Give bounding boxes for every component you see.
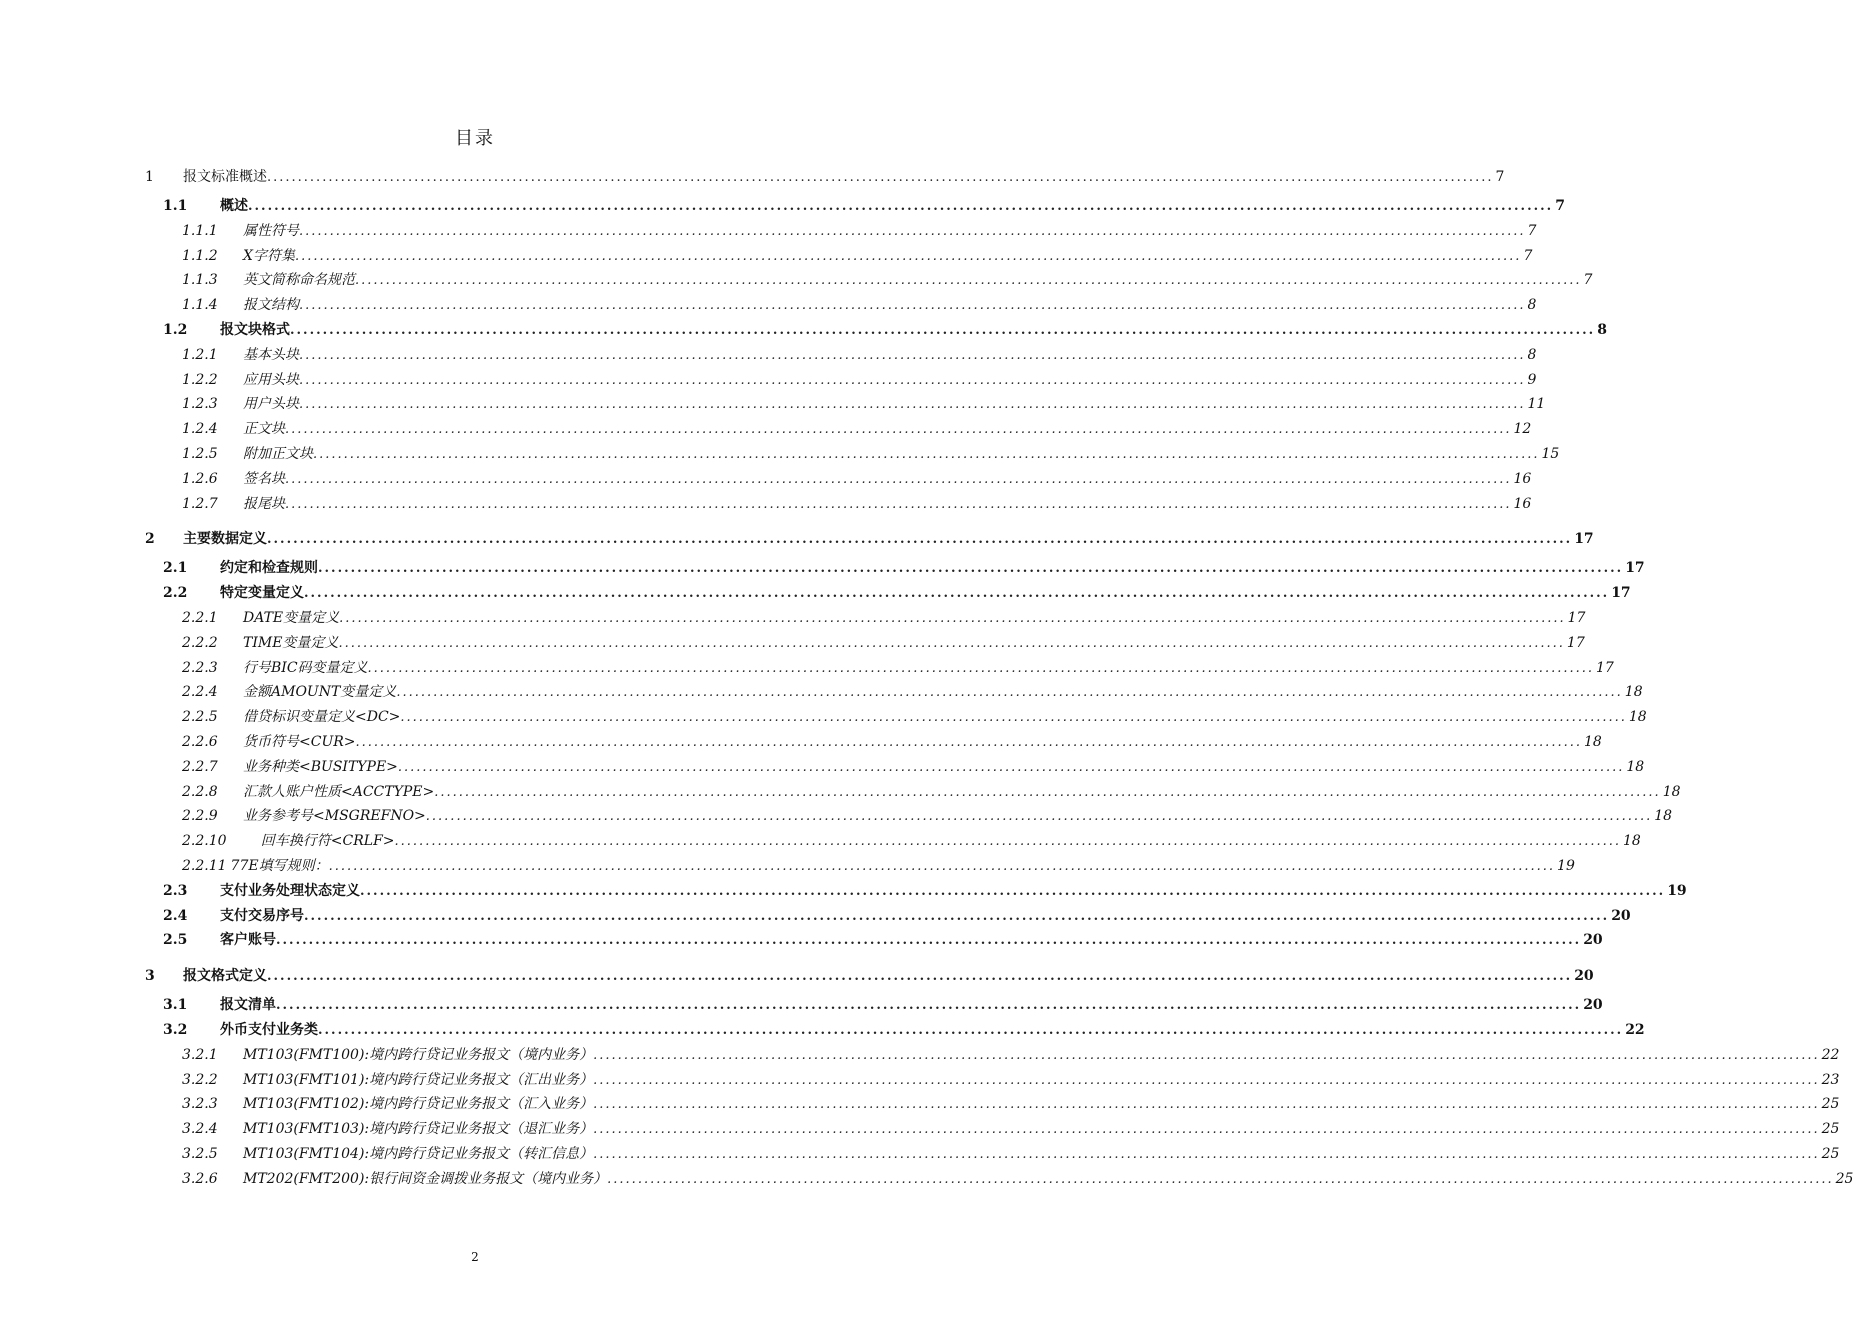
toc-entry-title: 业务种类<BUSITYPE> (243, 758, 398, 775)
toc-entry-number: 3.1 (163, 997, 188, 1014)
toc-entry-1-1-1[interactable] (145, 219, 1537, 244)
toc-entry-number: 2.2.11 (182, 857, 227, 874)
toc-entry-title: X字符集 (243, 247, 295, 264)
toc-entry-3[interactable] (145, 959, 1594, 993)
toc-entry-title: 签名块 (243, 470, 285, 487)
toc-entry-1-2-7[interactable] (145, 492, 1532, 517)
toc-entry-title: MT202(FMT200):银行间资金调拨业务报文（境内业务） (243, 1170, 608, 1187)
toc-entry-title: DATE变量定义 (243, 609, 340, 626)
toc-entry-page: 20 (1583, 997, 1603, 1014)
toc-entry-title: 特定变量定义 (220, 585, 304, 602)
toc-entry-page: 25 (1821, 1096, 1840, 1113)
toc-entry-1-2-6[interactable] (145, 467, 1532, 492)
toc-entry-number: 2.2.6 (182, 733, 218, 750)
toc-dot-leader: ........................................................................................................................................................................................................ (434, 784, 1661, 800)
toc-entry-number: 1.1.3 (182, 272, 218, 289)
toc-entry-number: 1 (145, 169, 154, 185)
toc-entry-number: 1.1.2 (182, 247, 218, 264)
toc-entry-title: 货币符号<CUR> (243, 733, 356, 750)
toc-entry-2-1[interactable] (145, 556, 1645, 581)
toc-entry-title: 报文块格式 (220, 321, 290, 338)
toc-entry-number: 1.1.4 (182, 297, 218, 314)
toc-entry-number: 1.2 (163, 321, 188, 338)
toc-entry-number: 2.2.9 (182, 808, 218, 825)
toc-entry-1-2-2[interactable] (145, 368, 1537, 393)
toc-entry-page: 25 (1821, 1121, 1840, 1138)
toc-entry-page: 16 (1513, 470, 1532, 487)
toc-entry-2-2-4[interactable] (145, 680, 1643, 705)
toc-entry-page: 8 (1597, 321, 1607, 338)
toc-entry-3-2-4[interactable] (145, 1117, 1840, 1142)
toc-entry-title: 主要数据定义 (183, 531, 267, 548)
toc-entry-page: 20 (1574, 968, 1594, 985)
toc-entry-title: 行号BIC码变量定义 (243, 659, 368, 676)
toc-entry-title: 回车换行符<CRLF> (243, 833, 395, 850)
toc-entry-page: 7 (1527, 222, 1537, 239)
toc-entry-number: 2.2.10 (182, 833, 227, 850)
toc-dot-leader: ........................................................................................................................................................................................................ (318, 561, 1624, 577)
toc-entry-1-2-1[interactable] (145, 343, 1537, 368)
toc-entry-title: 77E填写规则： (230, 857, 329, 874)
toc-entry-3-2[interactable] (145, 1018, 1645, 1043)
toc-entry-page: 25 (1835, 1170, 1853, 1187)
toc-dot-leader: ........................................................................................................................................................................................................ (248, 199, 1554, 214)
toc-entry-2-2-10[interactable] (145, 829, 1641, 854)
toc-dot-leader: ........................................................................................................................................................................................................ (267, 170, 1494, 185)
toc-entry-page: 18 (1623, 833, 1641, 850)
toc-entry-page: 18 (1654, 808, 1673, 825)
toc-entry-title: 正文块 (243, 421, 285, 438)
toc-entry-3-2-5[interactable] (145, 1142, 1840, 1167)
toc-entry-title: 基本头块 (243, 346, 299, 363)
toc-dot-leader: ........................................................................................................................................................................................................ (355, 734, 1582, 750)
toc-entry-1-2-3[interactable] (145, 392, 1546, 417)
toc-entry-number: 1.1 (163, 198, 188, 214)
toc-dot-leader: ........................................................................................................................................................................................................ (593, 1097, 1820, 1113)
toc-entry-page: 23 (1821, 1071, 1840, 1088)
toc-dot-leader: ........................................................................................................................................................................................................ (294, 248, 1522, 264)
toc-entry-title: 报尾块 (243, 495, 285, 512)
toc-entry-number: 3.2.5 (182, 1145, 218, 1162)
toc-entry-page: 20 (1611, 907, 1631, 924)
toc-dot-leader: ........................................................................................................................................................................................................ (276, 998, 1582, 1014)
toc-dot-leader: ........................................................................................................................................................................................................ (299, 372, 1526, 388)
toc-entry-title: 客户账号 (220, 932, 276, 949)
toc-dot-leader: ........................................................................................................................................................................................................ (355, 273, 1582, 289)
toc-entry-page: 17 (1625, 560, 1645, 577)
toc-dot-leader: ........................................................................................................................................................................................................ (425, 809, 1653, 825)
toc-dot-leader: ........................................................................................................................................................................................................ (394, 834, 1621, 850)
toc-entry-page: 17 (1596, 659, 1614, 676)
toc-entry-title: 汇款人账户性质<ACCTYPE> (243, 783, 435, 800)
toc-entry-page: 18 (1583, 733, 1602, 750)
toc-entry-page: 7 (1583, 272, 1593, 289)
toc-entry-number: 1.2.4 (182, 421, 218, 438)
toc-entry-page: 17 (1567, 609, 1586, 626)
table-of-contents (145, 160, 1853, 1191)
toc-dot-leader: ........................................................................................................................................................................................................ (593, 1146, 1820, 1162)
toc-entry-2-2[interactable] (145, 581, 1631, 606)
toc-entry-2-2-1[interactable] (145, 606, 1586, 631)
toc-entry-title: 外币支付业务类 (220, 1021, 318, 1038)
toc-dot-leader: ........................................................................................................................................................................................................ (338, 635, 1565, 651)
toc-entry-title: 支付业务处理状态定义 (220, 882, 360, 899)
toc-entry-page: 18 (1624, 684, 1643, 701)
toc-entry-page: 18 (1628, 709, 1647, 726)
toc-entry-number: 1.2.2 (182, 371, 218, 388)
toc-entry-title: MT103(FMT103):境内跨行贷记业务报文（退汇业务） (243, 1121, 594, 1138)
toc-entry-page: 7 (1555, 198, 1565, 214)
toc-entry-1-1-3[interactable] (145, 268, 1593, 293)
toc-entry-number: 2.2.5 (182, 709, 218, 726)
toc-entry-2[interactable] (145, 522, 1594, 556)
toc-entry-number: 1.2.1 (182, 346, 218, 363)
toc-entry-number: 3.2.2 (182, 1071, 218, 1088)
toc-entry-title: MT103(FMT101):境内跨行贷记业务报文（汇出业务） (243, 1071, 594, 1088)
toc-entry-2-2-11[interactable] (145, 854, 1575, 879)
toc-dot-leader: ........................................................................................................................................................................................................ (304, 586, 1610, 602)
toc-dot-leader: ........................................................................................................................................................................................................ (318, 1022, 1624, 1038)
toc-entry-page: 17 (1566, 634, 1585, 651)
toc-dot-leader: ........................................................................................................................................................................................................ (360, 883, 1666, 899)
toc-entry-2-2-7[interactable] (145, 755, 1645, 780)
toc-entry-number: 1.2.5 (182, 445, 218, 462)
toc-entry-page: 20 (1583, 932, 1603, 949)
toc-entry-number: 1.2.6 (182, 470, 218, 487)
toc-dot-leader: ........................................................................................................................................................................................................ (290, 322, 1596, 338)
toc-entry-3-2-1[interactable] (145, 1043, 1840, 1068)
toc-entry-page: 19 (1667, 882, 1687, 899)
toc-entry-2-2-9[interactable] (145, 804, 1673, 829)
toc-entry-page: 17 (1611, 585, 1631, 602)
toc-entry-2-2-5[interactable] (145, 705, 1647, 730)
toc-entry-title: 业务参考号<MSGREFNO> (243, 808, 426, 825)
toc-entry-page: 7 (1523, 247, 1533, 264)
toc-entry-2-2-6[interactable] (145, 730, 1602, 755)
toc-entry-2-3[interactable] (145, 879, 1687, 904)
toc-entry-page: 18 (1626, 758, 1645, 775)
toc-dot-leader: ........................................................................................................................................................................................................ (267, 532, 1573, 548)
toc-entry-title: 借贷标识变量定义<DC> (243, 709, 401, 726)
toc-entry-3-2-2[interactable] (145, 1068, 1840, 1093)
page-title: 目录 (455, 128, 495, 149)
toc-entry-number: 2.1 (163, 560, 188, 577)
page-number: 2 (471, 1250, 479, 1264)
toc-entry-1-1-4[interactable] (145, 293, 1537, 318)
toc-dot-leader: ........................................................................................................................................................................................................ (299, 298, 1526, 314)
toc-entry-number: 1.2.7 (182, 495, 218, 512)
toc-entry-number: 2.2.8 (182, 783, 218, 800)
toc-entry-1-1-2[interactable] (145, 244, 1533, 269)
toc-entry-page: 22 (1625, 1021, 1645, 1038)
toc-entry-number: 3.2.3 (182, 1096, 218, 1113)
toc-entry-title: 报文结构 (243, 297, 299, 314)
toc-entry-number: 3.2.1 (182, 1046, 218, 1063)
toc-entry-page: 22 (1821, 1046, 1840, 1063)
toc-entry-number: 2.3 (163, 882, 188, 899)
toc-dot-leader: ........................................................................................................................................................................................................ (367, 660, 1594, 676)
toc-entry-title: 约定和检查规则 (220, 560, 318, 577)
toc-entry-number: 2.2.7 (182, 758, 218, 775)
toc-entry-number: 1.1.1 (182, 222, 218, 239)
toc-entry-2-2-2[interactable] (145, 631, 1585, 656)
toc-dot-leader: ........................................................................................................................................................................................................ (313, 446, 1540, 462)
toc-entry-3-2-3[interactable] (145, 1092, 1840, 1117)
toc-entry-number: 3.2 (163, 1021, 188, 1038)
toc-entry-number: 3.2.4 (182, 1121, 218, 1138)
toc-dot-leader: ........................................................................................................................................................................................................ (397, 759, 1625, 775)
toc-dot-leader: ........................................................................................................................................................................................................ (593, 1122, 1820, 1138)
toc-dot-leader: ........................................................................................................................................................................................................ (285, 422, 1512, 438)
toc-entry-page: 18 (1662, 783, 1681, 800)
toc-entry-title: TIME变量定义 (243, 634, 339, 651)
toc-dot-leader: ........................................................................................................................................................................................................ (267, 969, 1573, 985)
toc-entry-1-2-4[interactable] (145, 417, 1532, 442)
toc-entry-number: 2.2.2 (182, 634, 218, 651)
toc-entry-title: 概述 (220, 198, 248, 214)
toc-entry-page: 11 (1527, 396, 1546, 413)
toc-entry-title: 用户头块 (243, 396, 299, 413)
toc-dot-leader: ........................................................................................................................................................................................................ (593, 1047, 1820, 1063)
toc-entry-page: 15 (1541, 445, 1560, 462)
toc-entry-title: 报文清单 (220, 997, 276, 1014)
toc-entry-number: 2.2.1 (182, 609, 218, 626)
toc-entry-2-2-3[interactable] (145, 656, 1614, 681)
toc-entry-page: 25 (1821, 1145, 1840, 1162)
toc-entry-number: 3.2.6 (182, 1170, 218, 1187)
toc-entry-3-1[interactable] (145, 993, 1603, 1018)
toc-dot-leader: ........................................................................................................................................................................................................ (285, 471, 1512, 487)
toc-entry-1-2[interactable] (145, 318, 1607, 343)
toc-dot-leader: ........................................................................................................................................................................................................ (396, 685, 1623, 701)
toc-entry-1[interactable] (145, 160, 1505, 194)
toc-dot-leader: ........................................................................................................................................................................................................ (607, 1171, 1834, 1187)
toc-entry-number: 2.2.3 (182, 659, 218, 676)
toc-dot-leader: ........................................................................................................................................................................................................ (304, 908, 1610, 924)
toc-entry-title: 支付交易序号 (220, 907, 304, 924)
toc-entry-1-1[interactable] (145, 194, 1565, 219)
toc-entry-number: 3 (145, 968, 155, 985)
toc-entry-title: 报文格式定义 (183, 968, 267, 985)
toc-entry-title: 金额AMOUNT变量定义 (243, 684, 397, 701)
toc-dot-leader: ........................................................................................................................................................................................................ (299, 347, 1526, 363)
toc-entry-title: MT103(FMT104):境内跨行贷记业务报文（转汇信息） (243, 1145, 594, 1162)
toc-entry-page: 9 (1527, 371, 1537, 388)
toc-dot-leader: ........................................................................................................................................................................................................ (593, 1072, 1820, 1088)
toc-entry-page: 8 (1527, 297, 1537, 314)
toc-entry-page: 12 (1513, 421, 1532, 438)
toc-entry-number: 1.2.3 (182, 396, 218, 413)
toc-entry-number: 2.2.4 (182, 684, 218, 701)
toc-entry-title: 报文标准概述 (183, 169, 267, 185)
toc-entry-title: 应用头块 (243, 371, 299, 388)
toc-dot-leader: ........................................................................................................................................................................................................ (276, 933, 1582, 949)
toc-entry-title: MT103(FMT102):境内跨行贷记业务报文（汇入业务） (243, 1096, 594, 1113)
toc-dot-leader: ........................................................................................................................................................................................................ (328, 858, 1556, 874)
toc-entry-page: 7 (1495, 169, 1505, 185)
toc-entry-number: 2.4 (163, 907, 188, 924)
toc-entry-number: 2 (145, 531, 155, 548)
toc-dot-leader: ........................................................................................................................................................................................................ (400, 710, 1627, 726)
toc-entry-page: 17 (1574, 531, 1594, 548)
toc-dot-leader: ........................................................................................................................................................................................................ (339, 610, 1566, 626)
toc-entry-2-2-8[interactable] (145, 780, 1681, 805)
toc-entry-3-2-6[interactable] (145, 1167, 1853, 1192)
toc-entry-title: MT103(FMT100):境内跨行贷记业务报文（境内业务） (243, 1046, 594, 1063)
toc-dot-leader: ........................................................................................................................................................................................................ (285, 496, 1512, 512)
toc-entry-number: 2.2 (163, 585, 188, 602)
toc-entry-page: 8 (1527, 346, 1537, 363)
toc-dot-leader: ........................................................................................................................................................................................................ (299, 397, 1526, 413)
toc-entry-page: 16 (1513, 495, 1532, 512)
toc-entry-number: 2.5 (163, 932, 188, 949)
toc-entry-title: 附加正文块 (243, 445, 313, 462)
toc-entry-title: 英文简称命名规范 (243, 272, 355, 289)
toc-entry-title: 属性符号 (243, 222, 299, 239)
toc-entry-2-5[interactable] (145, 928, 1603, 953)
toc-entry-2-4[interactable] (145, 904, 1631, 929)
toc-entry-1-2-5[interactable] (145, 442, 1560, 467)
toc-entry-page: 19 (1557, 857, 1575, 874)
toc-dot-leader: ........................................................................................................................................................................................................ (299, 223, 1526, 239)
